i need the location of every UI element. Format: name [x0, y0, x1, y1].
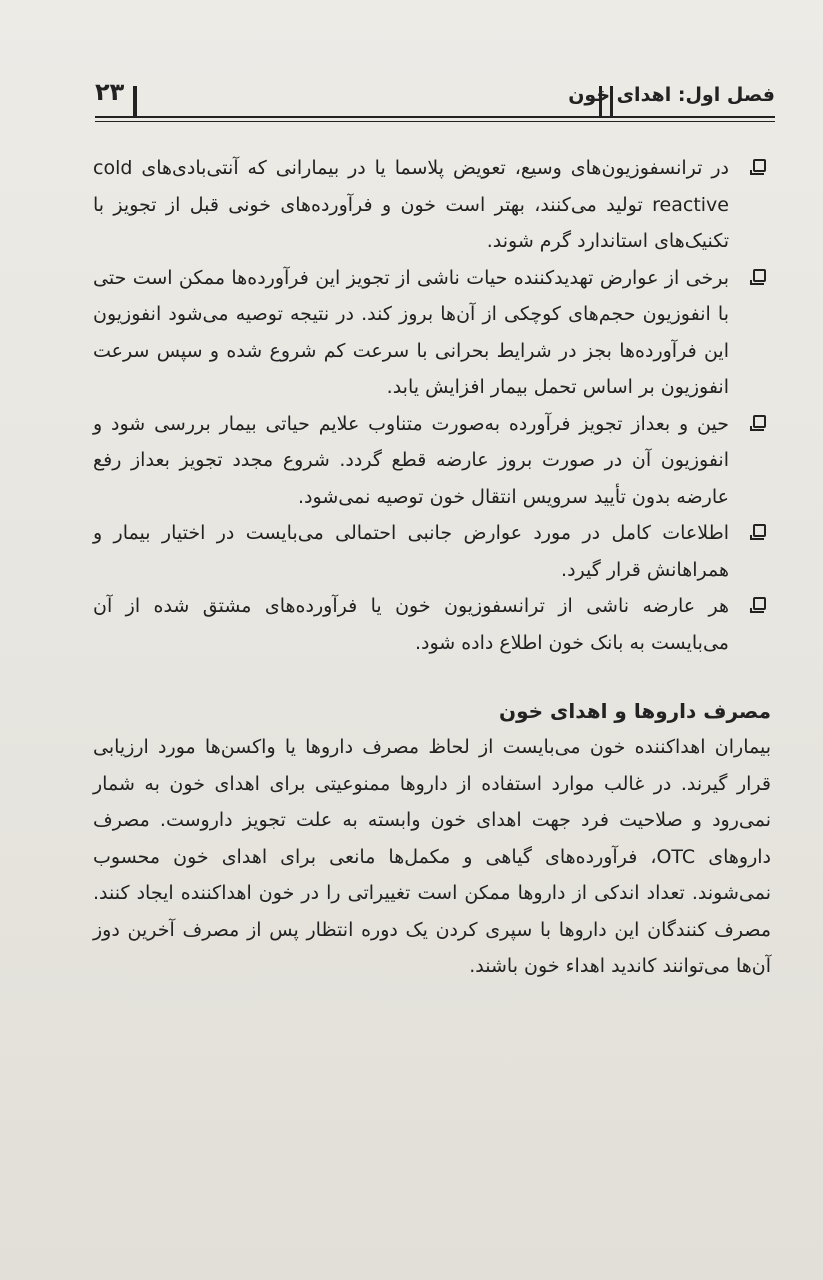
section-paragraph: بیماران اهداکننده خون می‌بایست از لحاظ مصرف داروها یا واکسن‌ها مورد ارزیابی قرار گیرند. در غالب موارد استفاده از داروها ممنوعیتی برای اهدای خون به شمار نمی‌رود و صلاحیت فرد جهت اهدای خون وابسته به علت تجویز داروست. مصرف داروهای OTC، فرآورده‌های گیاهی و مکمل‌ها مانعی برای اهدای خون محسوب نمی‌شوند. تعداد اندکی از داروها ممکن است تغییراتی را در خون اهداکننده ایجاد کنند. مصرف کنندگان این داروها با سپری کردن یک دوره انتظار پس از مصرف آخرین دوز آن‌ها می‌توانند کاندید اهداء خون باشند.: [93, 736, 771, 977]
header-divider-bars: [599, 86, 613, 116]
page-number-bar: [133, 86, 137, 116]
checkbox-bullet-icon: [753, 415, 766, 428]
bullet-text: هر عارضه ناشی از ترانسفوزیون خون یا فرآورده‌های مشتق شده از آن می‌بایست به بانک خون اطلاع داده شود.: [93, 595, 729, 654]
bullet-item: [93, 515, 771, 588]
bullet-item: [93, 260, 771, 406]
page-header: [95, 78, 775, 118]
checkbox-bullet-icon: [753, 597, 766, 610]
header-rule: [95, 116, 775, 118]
checkbox-bullet-icon: [753, 269, 766, 282]
bullet-item: [93, 588, 771, 661]
bullet-text: برخی از عوارض تهدیدکننده حیات ناشی از تجویز این فرآورده‌ها ممکن است حتی با انفوزیون حجم‌های کوچکی از آن‌ها بروز کند. در نتیجه توصیه می‌شود انفوزیون این فرآورده‌ها بجز در شرایط بحرانی با سرعت کم شروع شده و سپس سرعت انفوزیون بر اساس تحمل بیمار افزایش یابد.: [93, 266, 729, 398]
checkbox-bullet-icon: [753, 159, 766, 172]
checkbox-bullet-icon: [753, 524, 766, 537]
bullet-text: در ترانسفوزیون‌های وسیع، تعویض پلاسما یا در بیمارانی که آنتی‌بادی‌های cold reactive تولید می‌کنند، بهتر است خون و فرآورده‌های خونی قبل از تجویز با تکنیک‌های استاندارد گرم شوند.: [93, 157, 729, 252]
chapter-title: فصل اول: اهدای خون: [568, 84, 775, 106]
bullet-text: حین و بعداز تجویز فرآورده به‌صورت متناوب علایم حیاتی بیمار بررسی شود و انفوزیون آن در صورت بروز عارضه قطع گردد. شروع مجدد تجویز بعداز رفع عارضه بدون تأیید سرویس انتقال خون توصیه نمی‌شود.: [93, 412, 729, 508]
page-content: [93, 150, 771, 985]
bullet-text: اطلاعات کامل در مورد عوارض جانبی احتمالی می‌بایست در اختیار بیمار و همراهانش قرار گیرد.: [93, 522, 729, 581]
page-number: ۲۳: [95, 78, 125, 106]
header-rule-thin: [95, 121, 775, 122]
bullet-item: [93, 406, 771, 516]
bullet-item: [93, 150, 771, 260]
section-heading: مصرف داروها و اهدای خون: [499, 699, 771, 723]
